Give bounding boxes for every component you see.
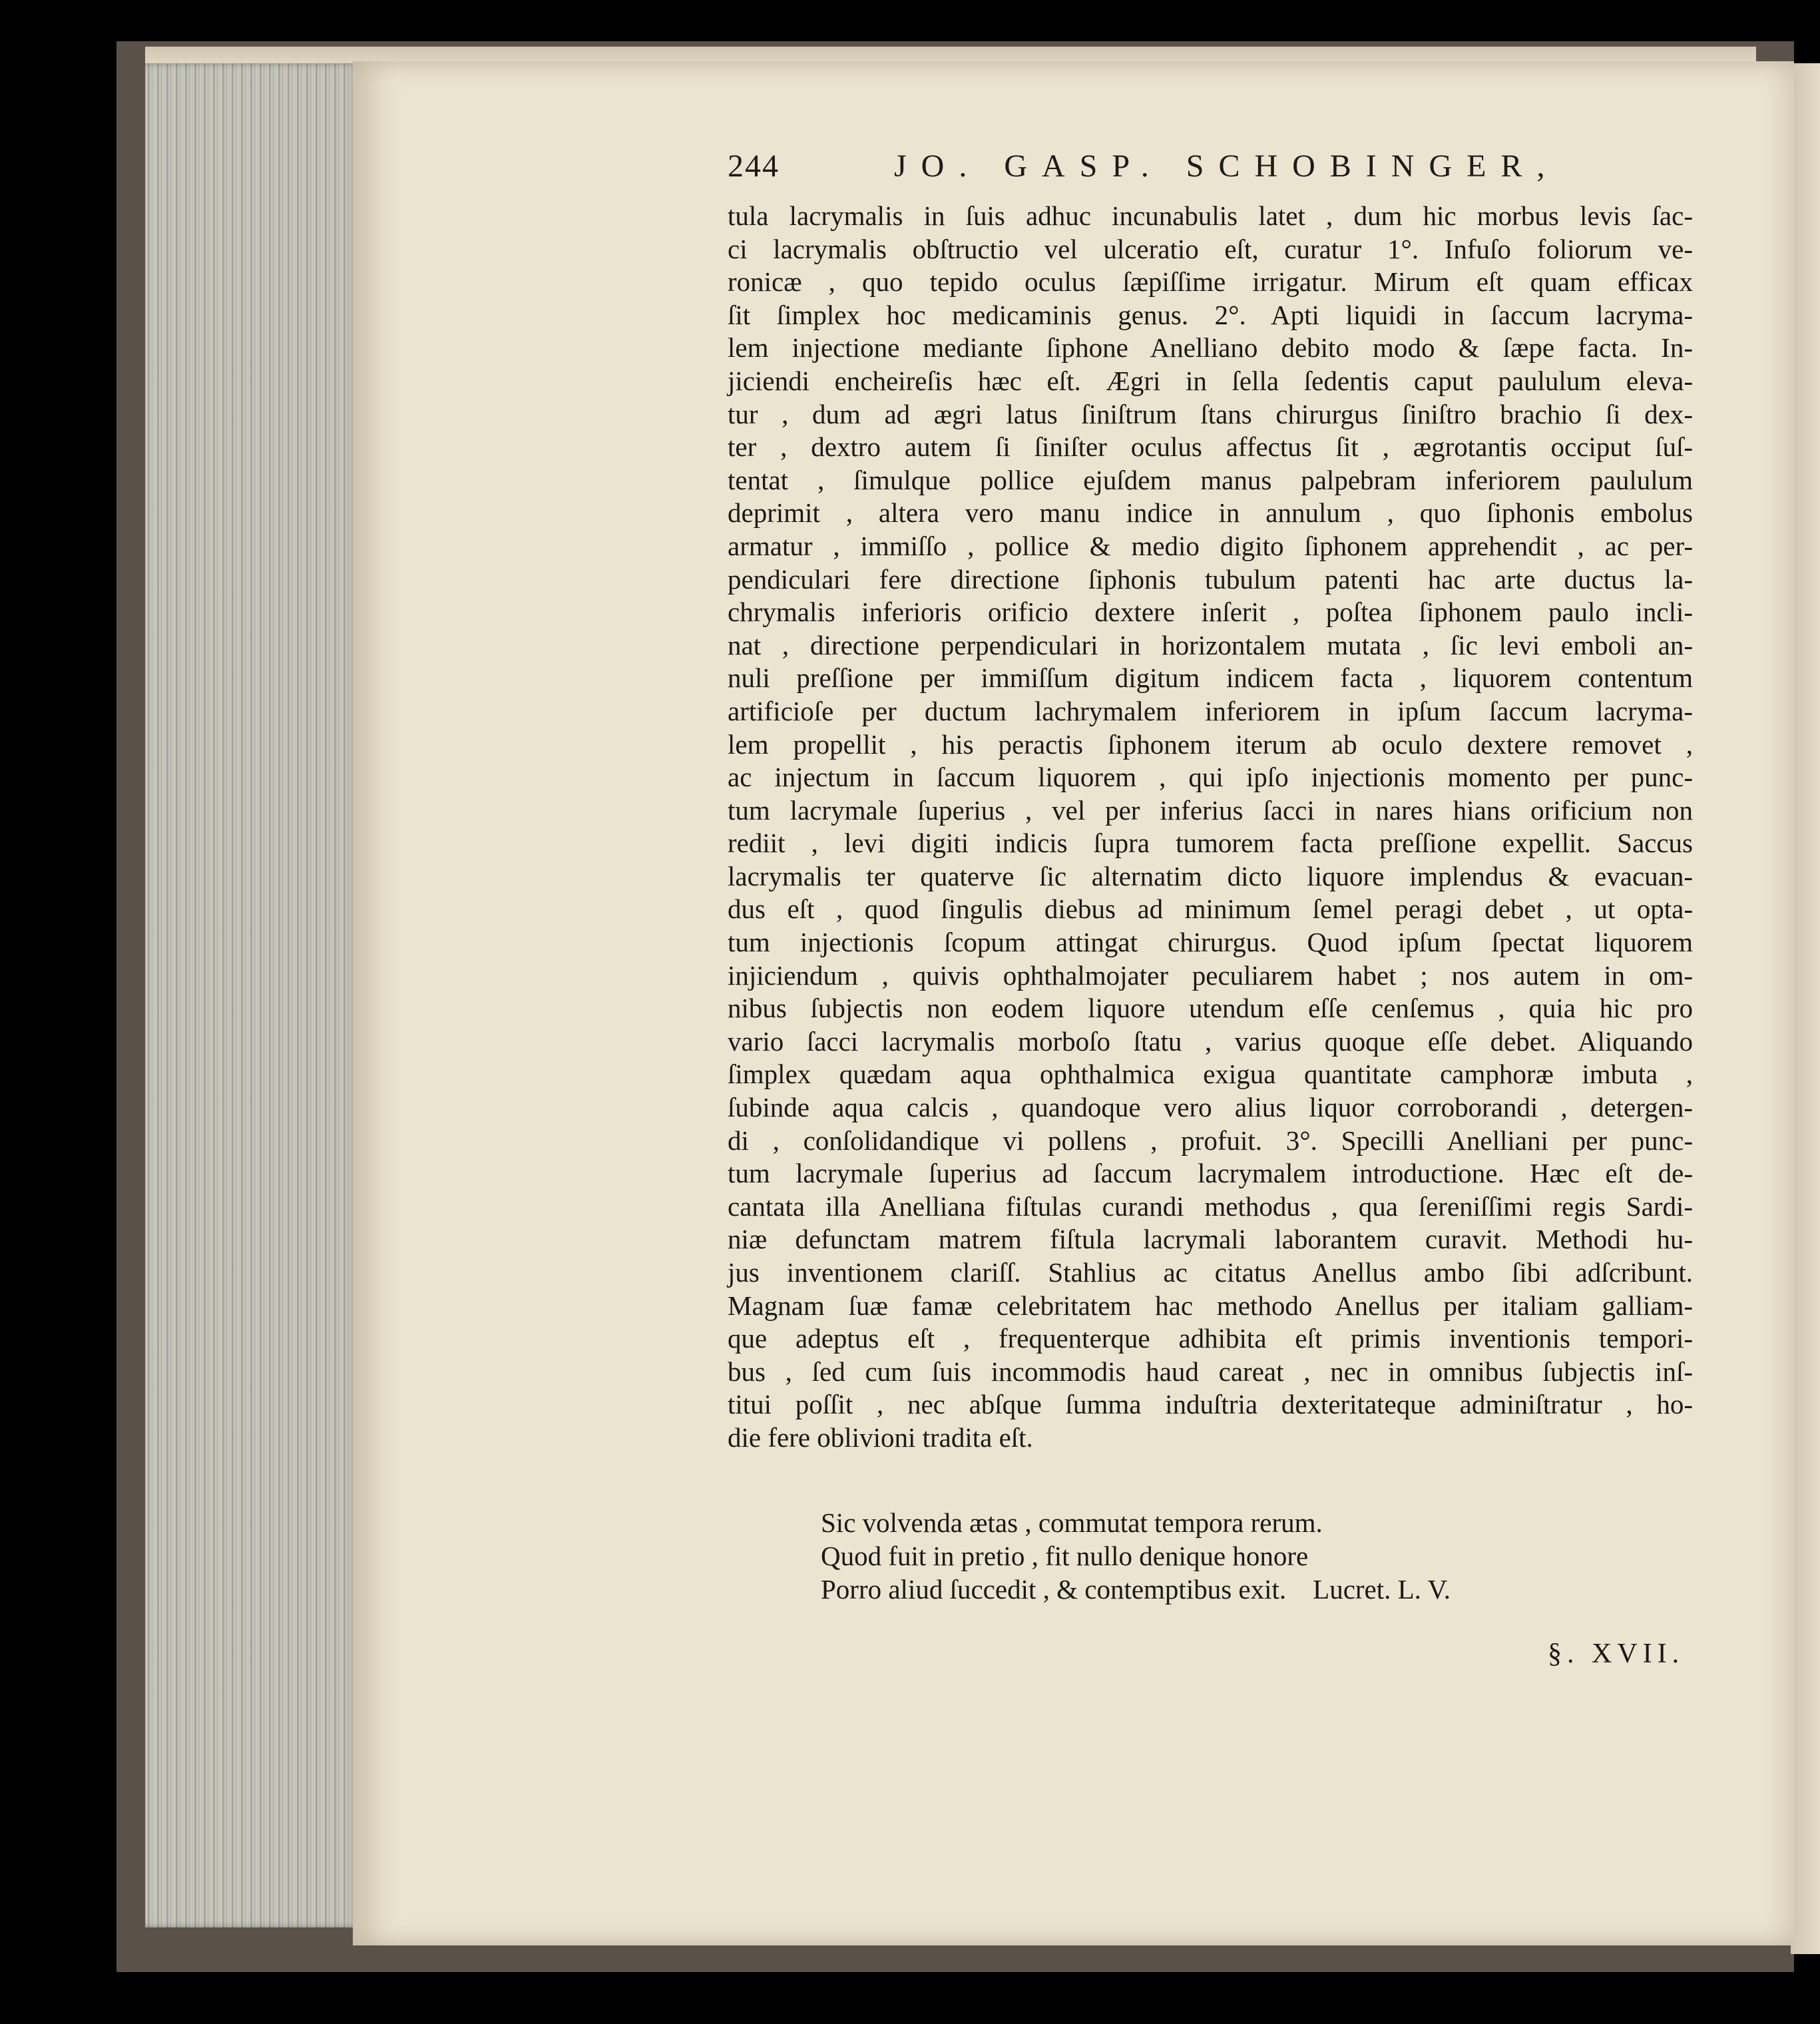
text-line: lem propellit , his peractis ſiphonem iterum ab oculo dextere removet , [728,728,1693,760]
body-text [728,200,1693,1455]
text-line: vario ſacci lacrymalis morboſo ſtatu , varius quoque eſſe debet. Aliquando [728,1025,1693,1057]
text-line: ronicæ , quo tepido oculus ſæpiſſime irrigatur. Mirum eſt quam efficax [728,266,1693,298]
running-head: JO. GASP. SCHOBINGER, [894,148,1560,184]
text-line: ſit ſimplex hoc medicaminis genus. 2°. Apti liquidi in ſaccum lacryma- [728,299,1693,330]
text-line: ci lacrymalis obſtructio vel ulceratio eſt, curatur 1°. Infuſo foliorum ve- [728,233,1693,264]
text-line: pendiculari fere directione ſiphonis tubulum patenti hac arte ductus la- [728,563,1693,595]
text-line: lacrymalis ter quaterve ſic alternatim dicto liquore implendus & evacuan- [728,860,1693,891]
text-line: tula lacrymalis in ſuis adhuc incunabulis latet , dum hic morbus levis ſac- [728,200,1693,231]
text-line: tum lacrymale ſuperius ad ſaccum lacrymalem introductione. Hæc eſt de- [728,1158,1693,1189]
text-line: nat , directione perpendiculari in horizontalem mutata , ſic levi emboli an- [728,629,1693,660]
text-line: tur , dum ad ægri latus ſiniſtrum ſtans chirurgus ſiniſtro brachio ſi dex- [728,398,1693,429]
text-line: artificioſe per ductum lachrymalem inferiorem in ipſum ſaccum lacryma- [728,695,1693,726]
text-line: tum lacrymale ſuperius , vel per inferius ſacci in nares hians orificium non [728,794,1693,826]
text-line: bus , ſed cum ſuis incommodis haud careat , nec in omnibus ſubjectis inſ- [728,1356,1693,1387]
text-line: nibus ſubjectis non eodem liquore utendum eſſe cenſemus , quia hic pro [728,993,1693,1024]
text-line: jiciendi encheireſis hæc eſt. Ægri in ſella ſedentis caput paululum eleva- [728,365,1693,396]
text-line: tentat , ſimulque pollice ejuſdem manus palpebram inferiorem paululum [728,464,1693,495]
text-line: ſimplex quædam aqua ophthalmica exigua quantitate camphoræ imbuta , [728,1059,1693,1090]
catchword: §. XVII. [1548,1639,1685,1669]
text-line: dus eſt , quod ſingulis diebus ad minimum ſemel peragi debet , ut opta- [728,893,1693,925]
poem-citation: Lucret. L. V. [1313,1574,1451,1605]
text-line: injiciendum , quivis ophthalmojater peculiarem habet ; nos autem in om- [728,959,1693,991]
text-line: ſubinde aqua calcis , quandoque vero alius liquor corroborandi , detergen- [728,1092,1693,1123]
page-edges-stack [145,63,358,1927]
poem-verse: Sic volvenda ætas , commutat tempora rerum. [821,1507,1323,1538]
text-line: ter , dextro autem ſi ſiniſter oculus affectus ſit , ægrotantis occiput ſuſ- [728,431,1693,463]
text-line: ac injectum in ſaccum liquorem , qui ipſo injectionis momento per punc- [728,762,1693,793]
text-line: lem injectione mediante ſiphone Anelliano debito modo & ſæpe facta. In- [728,332,1693,364]
text-line: tum injectionis ſcopum attingat chirurgus. Quod ipſum ſpectat liquorem [728,927,1693,958]
text-line: deprimit , altera vero manu indice in annulum , quo ſiphonis embolus [728,497,1693,529]
text-line: jus inventionem clariſſ. Stahlius ac citatus Anellus ambo ſibi adſcribunt. [728,1257,1693,1288]
text-line: armatur , immiſſo , pollice & medio digito ſiphonem apprehendit , ac per- [728,530,1693,561]
text-line: que adeptus eſt , frequenterque adhibita eſt primis inventionis tempori- [728,1323,1693,1354]
facing-page-edge [1791,63,1820,1954]
text-line: di , conſolidandique vi pollens , profuit. 3°. Specilli Anelliani per punc- [728,1125,1693,1156]
text-line: die fere oblivioni tradita eſt. [728,1421,1033,1453]
text-line: niæ defunctam matrem fiſtula lacrymali laborantem curavit. Methodi hu- [728,1224,1693,1255]
poem-verse-text: Porro aliud ſuccedit , & contemptibus exit. [821,1574,1287,1605]
poem-quotation [821,1506,1653,1606]
poem-verse: Quod fuit in pretio , fit nullo denique honore [821,1541,1309,1571]
text-line: nuli preſſione per immiſſum digitum indicem facta , liquorem contentum [728,662,1693,694]
poem-verse [821,1573,1653,1606]
text-line: titui poſſit , nec abſque ſumma induſtria dexteritateque adminiſtratur , ho- [728,1389,1693,1420]
text-line: Magnam ſuæ famæ celebritatem hac methodo Anellus per italiam galliam- [728,1290,1693,1321]
text-line: rediit , levi digiti indicis ſupra tumorem facta preſſione expellit. Saccus [728,828,1693,859]
page-header [728,148,1726,194]
page-number: 244 [728,148,780,184]
text-line: cantata illa Anelliana fiſtulas curandi methodus , qua ſereniſſimi regis Sardi- [728,1190,1693,1222]
text-line: chrymalis inferioris orificio dextere inſerit , poſtea ſiphonem paulo incli- [728,597,1693,628]
